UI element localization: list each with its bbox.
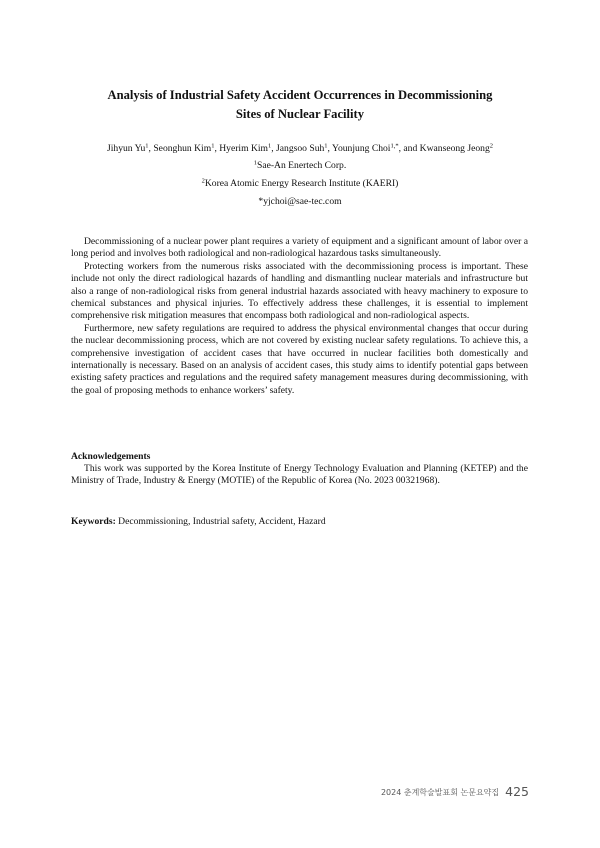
affiliation-2-marker: 2 [201,177,205,185]
acknowledgements-text: This work was supported by the Korea Institute of Energy Technology Evaluation and Planning (KETEP) and the Ministry of Trade, Industry & Energy (MOTIE) of the Republic of Korea (No. 2023 00321968). [71,463,528,487]
author-separator: , [327,143,332,154]
author-affiliation-marker: 1,* [390,142,399,150]
paper-title [70,86,530,124]
page-number: 425 [505,784,529,799]
author-affiliation-marker: 1 [268,142,272,150]
author-affiliation-marker: 1 [324,142,328,150]
abstract-paragraph-2: Protecting workers from the numerous risks associated with the decommissioning process is important. These include not only the direct radiological hazards of handling and dismantling nuclear materials and infrastructure but also a range of non-radiological risks from general industrial hazards associated with heavy machinery to exposure to chemical substances and physical injuries. To effectively address these challenges, it is essential to implement comprehensive risk mitigation measures that encompass both radiological and non-radiological aspects. [71,260,528,322]
author-affiliation-marker: 1 [145,142,149,150]
author-name: Seonghun Kim [153,143,212,154]
affiliation-1 [40,159,560,173]
affiliation-2-text: Korea Atomic Energy Research Institute (KAERI) [204,178,399,189]
keywords-line [71,515,528,528]
affiliation-1-marker: 1 [253,159,257,167]
author-name: Younjung Choi [332,143,391,154]
author-name: Jangsoo Suh [276,143,325,154]
abstract-paragraph-1: Decommissioning of a nuclear power plant requires a variety of equipment and a significant amount of labor over a long period and involves both radiological and non-radiological hazardous tasks simultaneously. [71,236,528,260]
acknowledgements-section [71,463,528,488]
abstract [71,236,528,397]
author-separator: , and [398,143,420,154]
abstract-paragraph-3: Furthermore, new safety regulations are required to address the physical environmental changes that occur during the nuclear decommissioning process, which are not covered by existing nuclear safety regulations. To achieve this, a comprehensive investigation of accident cases that have occurred in nuclear facilities both domestically and internationally is necessary. Based on an analysis of accident cases, this study aims to identify potential gaps between existing safety practices and regulations and the required safety management measures during decommissioning, with the goal of proposing methods to enhance workers’ safety. [71,322,528,396]
title-line-1: Analysis of Industrial Safety Accident Occurrences in Decommissioning [107,88,493,102]
author-name: Hyerim Kim [219,143,268,154]
page-footer [381,780,529,799]
author-separator: , [271,143,277,154]
affiliation-1-text: Sae-An Enertech Corp. [257,160,347,171]
author-name: Jihyun Yu [107,143,146,154]
author-affiliation-marker: 2 [489,142,493,150]
author-list [40,142,560,156]
author-name: Kwanseong Jeong [419,143,490,154]
acknowledgements-heading: Acknowledgements [71,451,151,462]
title-line-2: Sites of Nuclear Facility [235,107,365,121]
author-separator: , [148,143,154,154]
keywords-text: Decommissioning, Industrial safety, Accident, Hazard [115,516,326,527]
corresponding-email: *yjchoi@sae-tec.com [258,196,342,207]
keywords-label: Keywords: [71,516,116,527]
author-separator: , [214,143,220,154]
proceedings-title: 2024 춘계학술발표회 논문요약집 [380,788,500,797]
author-affiliation-marker: 1 [211,142,215,150]
affiliation-2 [40,177,560,191]
